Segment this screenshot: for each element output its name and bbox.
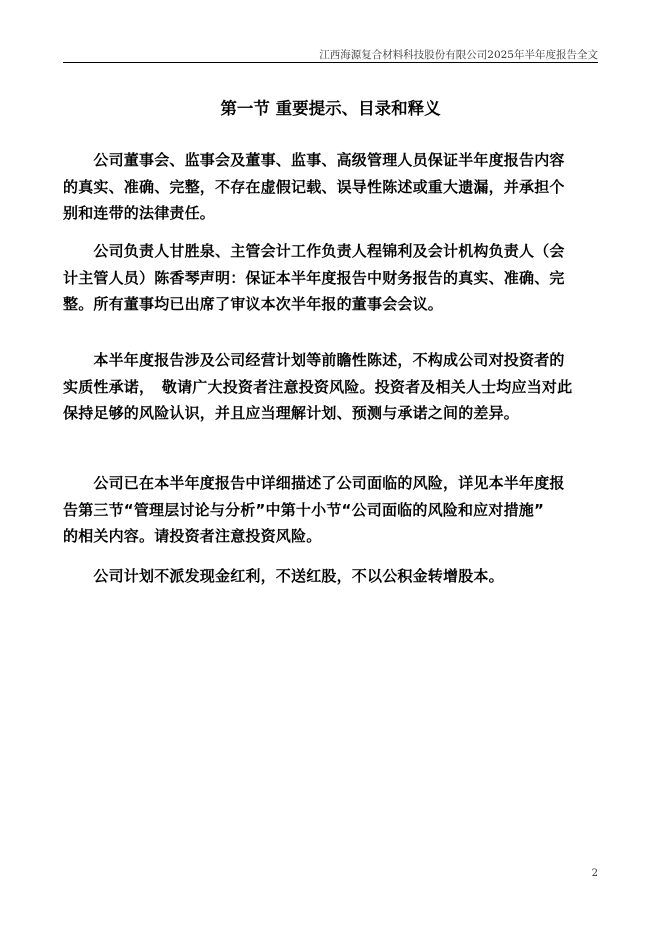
paragraph-line: 的相关内容。请投资者注意投资风险。 (63, 527, 322, 545)
paragraph-line: 整。所有董事均已出席了审议本次半年报的董事会会议。 (63, 295, 444, 313)
paragraph-line: 告第三节“管理层讨论与分析”中第十小节“公司面临的风险和应对措施” (63, 500, 545, 519)
page-header: 江西海源复合材料科技股份有限公司2025年半年度报告全文 (319, 49, 598, 61)
paragraph-forward-looking (63, 347, 598, 427)
paragraph-line: 公司计划不派发现金红利，不送红股，不以公积金转增股本。 (63, 567, 504, 585)
header-divider (63, 62, 598, 63)
paragraph-line: 公司已在本半年度报告中详细描述了公司面临的风险，详见本半年度报 (63, 474, 565, 492)
paragraph-responsibility-statement (63, 147, 598, 227)
paragraph-line: 公司董事会、监事会及董事、监事、高级管理人员保证半年度报告内容 (63, 151, 565, 169)
paragraph-dividend-plan (63, 563, 598, 590)
paragraph-line: 实质性承诺， 敬请广大投资者注意投资风险。投资者及相关人士均应当对此 (63, 377, 573, 396)
paragraph-line: 保持足够的风险认识，并且应当理解计划、预测与承诺之间的差异。 (63, 404, 520, 422)
paragraph-line: 别和连带的法律责任。 (63, 204, 216, 222)
paragraph-risk-notice (63, 470, 598, 550)
paragraph-line: 的真实、准确、完整，不存在虚假记载、误导性陈述或重大遗漏，并承担个 (63, 177, 565, 196)
paragraph-line: 公司负责人甘胜泉、主管会计工作负责人程锦利及会计机构负责人（会 (63, 242, 565, 260)
page-number: 2 (591, 868, 598, 879)
paragraph-executive-declaration (63, 238, 598, 318)
paragraph-line: 计主管人员）陈香琴声明：保证本半年度报告中财务报告的真实、准确、完 (63, 268, 565, 287)
section-title: 第一节 重要提示、目录和释义 (220, 99, 441, 118)
paragraph-line: 本半年度报告涉及公司经营计划等前瞻性陈述，不构成公司对投资者的 (63, 351, 565, 369)
